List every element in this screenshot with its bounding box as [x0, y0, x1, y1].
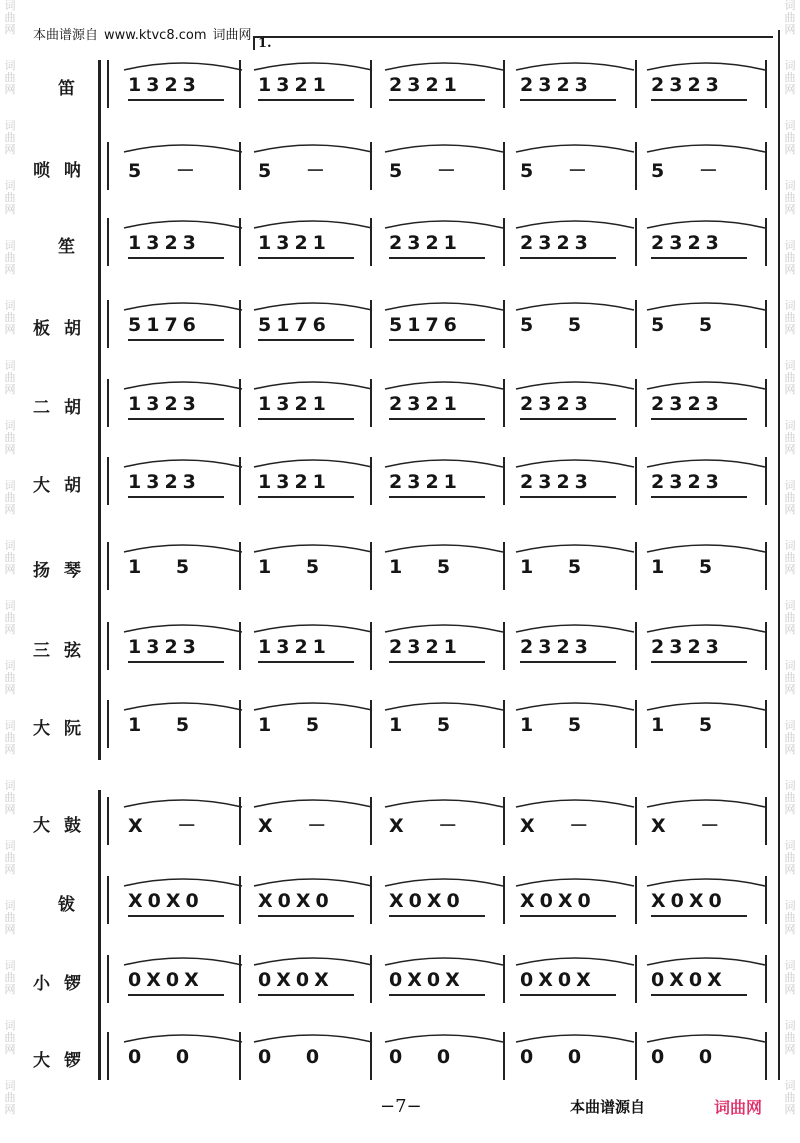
measure-notes: 2323	[520, 636, 593, 658]
watermark-char: 词	[784, 899, 796, 912]
watermark-char: 词	[784, 719, 796, 732]
slur-arc	[254, 958, 372, 965]
measure-notes: 2323	[651, 232, 724, 254]
watermark-char: 词	[784, 839, 796, 852]
slur-arc	[124, 545, 242, 552]
measure-notes: 0 0	[520, 1046, 596, 1068]
measure-notes: 5176	[128, 314, 201, 336]
slur-arc	[516, 221, 634, 228]
instrument-label: 笛	[58, 79, 75, 99]
watermark-char: 网	[4, 383, 16, 396]
slur-arc	[647, 145, 765, 152]
slur-arc	[385, 145, 503, 152]
instrument-label: 大鼓	[33, 816, 95, 836]
slur-arc	[516, 382, 634, 389]
slur-arc	[385, 545, 503, 552]
measure-notes: 1321	[258, 471, 331, 493]
slur-arc	[254, 221, 372, 228]
watermark-char: 词	[4, 359, 16, 372]
instrument-label: 大阮	[33, 719, 95, 739]
watermark-char: 曲	[784, 1091, 796, 1104]
watermark-char: 曲	[4, 791, 16, 804]
measure-notes: 1 5	[520, 714, 596, 736]
slur-arc	[385, 1035, 503, 1042]
instrument-label: 唢呐	[33, 161, 95, 181]
watermark-char: 词	[4, 239, 16, 252]
watermark-char: 词	[4, 1019, 16, 1032]
watermark-char: 词	[784, 359, 796, 372]
watermark-char: 网	[784, 803, 796, 816]
watermark-char: 词	[4, 1079, 16, 1092]
watermark-char: 曲	[784, 371, 796, 384]
measure-notes: 1323	[128, 74, 201, 96]
slur-arc	[647, 703, 765, 710]
watermark-char: 曲	[784, 191, 796, 204]
watermark-char: 词	[784, 419, 796, 432]
measure-notes: X －	[520, 815, 603, 837]
slur-arc	[254, 545, 372, 552]
slur-arc	[647, 879, 765, 886]
watermark-char: 网	[4, 1103, 16, 1116]
watermark-char: 曲	[4, 371, 16, 384]
watermark-char: 网	[784, 983, 796, 996]
watermark-char: 网	[4, 203, 16, 216]
watermark-char: 网	[784, 743, 796, 756]
measure-notes: 5 5	[520, 314, 596, 336]
slur-arc	[385, 958, 503, 965]
measure-notes: 5 5	[651, 314, 727, 336]
slur-arc	[647, 382, 765, 389]
watermark-char: 网	[4, 83, 16, 96]
watermark-char: 网	[4, 143, 16, 156]
watermark-char: 曲	[4, 311, 16, 324]
watermark-char: 网	[4, 323, 16, 336]
measure-notes: 1 5	[389, 556, 465, 578]
instrument-label: 扬琴	[33, 561, 95, 581]
watermark-char: 网	[784, 23, 796, 36]
slur-arc	[124, 800, 242, 807]
measure-notes: 2321	[389, 636, 462, 658]
watermark-char: 网	[4, 263, 16, 276]
slur-arc	[254, 382, 372, 389]
slur-arc	[647, 545, 765, 552]
slur-arc	[385, 382, 503, 389]
measure-notes: 1 5	[389, 714, 465, 736]
measure-notes: X －	[651, 815, 734, 837]
instrument-label: 二胡	[33, 398, 95, 418]
measure-notes: 2323	[520, 74, 593, 96]
measure-notes: 5 －	[128, 160, 209, 182]
slur-arc	[124, 703, 242, 710]
instrument-label: 板胡	[33, 319, 95, 339]
slur-arc	[516, 703, 634, 710]
measure-notes: 0X0X	[128, 969, 204, 991]
watermark-char: 词	[4, 0, 16, 12]
watermark-char: 曲	[4, 1091, 16, 1104]
measure-notes: 0X0X	[651, 969, 727, 991]
instrument-label: 笙	[58, 237, 75, 257]
slur-arc	[254, 703, 372, 710]
watermark-char: 网	[784, 263, 796, 276]
measure-notes: 5 －	[520, 160, 601, 182]
measure-notes: 1 5	[520, 556, 596, 578]
slur-arc	[124, 382, 242, 389]
watermark-char: 网	[784, 923, 796, 936]
watermark-char: 词	[4, 899, 16, 912]
watermark-char: 词	[4, 839, 16, 852]
slur-arc	[516, 800, 634, 807]
slur-arc	[124, 303, 242, 310]
watermark-char: 词	[784, 59, 796, 72]
volta-label: 1.	[258, 36, 272, 51]
slur-arc	[647, 303, 765, 310]
watermark-char: 词	[784, 299, 796, 312]
measure-notes: 1323	[128, 393, 201, 415]
watermark-char: 网	[784, 683, 796, 696]
watermark-char: 词	[4, 119, 16, 132]
slur-arc	[254, 800, 372, 807]
measure-notes: 2321	[389, 232, 462, 254]
watermark-char: 词	[4, 599, 16, 612]
slur-arc	[124, 145, 242, 152]
slur-arc	[516, 545, 634, 552]
slur-arc	[385, 460, 503, 467]
measure-notes: 5 －	[389, 160, 470, 182]
slur-arc	[516, 879, 634, 886]
slur-arc	[516, 145, 634, 152]
watermark-char: 网	[784, 1043, 796, 1056]
slur-arc	[516, 958, 634, 965]
watermark-char: 网	[784, 443, 796, 456]
watermark-char: 曲	[4, 131, 16, 144]
watermark-char: 曲	[4, 611, 16, 624]
slur-arc	[516, 1035, 634, 1042]
measure-notes: 1323	[128, 471, 201, 493]
measure-notes: 1323	[128, 232, 201, 254]
slur-arc	[124, 460, 242, 467]
watermark-char: 词	[784, 959, 796, 972]
watermark-char: 词	[4, 719, 16, 732]
measure-notes: 2323	[520, 232, 593, 254]
watermark-char: 网	[4, 443, 16, 456]
measure-notes: 1321	[258, 636, 331, 658]
watermark-char: 网	[784, 503, 796, 516]
slur-arc	[124, 221, 242, 228]
watermark-char: 网	[4, 743, 16, 756]
measure-notes: 5176	[389, 314, 462, 336]
slur-arc	[516, 303, 634, 310]
watermark-char: 词	[784, 599, 796, 612]
watermark-char: 曲	[784, 431, 796, 444]
measure-notes: 2323	[651, 636, 724, 658]
slur-arc	[647, 460, 765, 467]
watermark-char: 网	[784, 203, 796, 216]
watermark-char: 网	[4, 623, 16, 636]
watermark-char: 曲	[4, 11, 16, 24]
measure-notes: 2323	[651, 471, 724, 493]
measure-notes: 1 5	[258, 714, 334, 736]
watermark-char: 曲	[4, 911, 16, 924]
watermark-char: 曲	[4, 671, 16, 684]
watermark-char: 网	[4, 803, 16, 816]
watermark-char: 网	[784, 83, 796, 96]
watermark-char: 网	[784, 383, 796, 396]
watermark-char: 曲	[4, 491, 16, 504]
measure-notes: 0 0	[258, 1046, 334, 1068]
measure-notes: 1323	[128, 636, 201, 658]
header-url[interactable]: www.ktvc8.com	[104, 28, 207, 43]
watermark-char: 词	[4, 779, 16, 792]
instrument-label: 大胡	[33, 476, 95, 496]
watermark-char: 曲	[784, 491, 796, 504]
slur-arc	[647, 221, 765, 228]
watermark-char: 曲	[784, 311, 796, 324]
slur-arc	[647, 800, 765, 807]
measure-notes: 5176	[258, 314, 331, 336]
watermark-char: 曲	[4, 191, 16, 204]
watermark-char: 曲	[784, 131, 796, 144]
watermark-char: 网	[4, 23, 16, 36]
watermark-char: 曲	[784, 11, 796, 24]
measure-notes: 1321	[258, 393, 331, 415]
watermark-char: 曲	[784, 611, 796, 624]
measure-notes: 0 0	[389, 1046, 465, 1068]
watermark-char: 词	[784, 1019, 796, 1032]
watermark-char: 词	[784, 539, 796, 552]
slur-arc	[254, 460, 372, 467]
measure-notes: 0 0	[128, 1046, 204, 1068]
watermark-char: 词	[784, 239, 796, 252]
watermark-char: 曲	[4, 971, 16, 984]
watermark-char: 曲	[784, 71, 796, 84]
measure-notes: 1 5	[651, 556, 727, 578]
watermark-char: 曲	[784, 551, 796, 564]
slur-arc	[124, 958, 242, 965]
measure-notes: 5 －	[258, 160, 339, 182]
watermark-char: 网	[4, 683, 16, 696]
watermark-char: 曲	[784, 971, 796, 984]
measure-notes: X0X0	[651, 890, 727, 912]
measure-notes: 5 －	[651, 160, 732, 182]
watermark-char: 曲	[4, 731, 16, 744]
slur-arc	[124, 879, 242, 886]
watermark-char: 曲	[4, 71, 16, 84]
measure-notes: 1 5	[128, 714, 204, 736]
watermark-char: 曲	[784, 911, 796, 924]
slur-arc	[647, 958, 765, 965]
slur-arc	[385, 879, 503, 886]
measure-notes: 0 0	[651, 1046, 727, 1068]
measure-notes: 1321	[258, 232, 331, 254]
measure-notes: 0X0X	[389, 969, 465, 991]
watermark-char: 词	[784, 179, 796, 192]
watermark-char: 曲	[784, 671, 796, 684]
measure-notes: 0X0X	[520, 969, 596, 991]
slur-arc	[647, 625, 765, 632]
watermark-char: 曲	[4, 851, 16, 864]
measure-notes: 1 5	[128, 556, 204, 578]
slur-arc	[385, 800, 503, 807]
measure-notes: X0X0	[258, 890, 334, 912]
measure-notes: X －	[389, 815, 472, 837]
slur-arc	[254, 303, 372, 310]
slur-arc	[516, 460, 634, 467]
measure-notes: 2321	[389, 74, 462, 96]
watermark-char: 词	[4, 659, 16, 672]
watermark-char: 曲	[784, 251, 796, 264]
slur-arc	[385, 221, 503, 228]
watermark-char: 网	[4, 563, 16, 576]
watermark-char: 词	[4, 59, 16, 72]
watermark-char: 网	[4, 1043, 16, 1056]
watermark-char: 曲	[784, 1031, 796, 1044]
watermark-char: 网	[4, 923, 16, 936]
watermark-char: 网	[784, 143, 796, 156]
watermark-char: 词	[4, 479, 16, 492]
measure-notes: X0X0	[128, 890, 204, 912]
slur-arc	[124, 63, 242, 70]
slur-arc	[516, 63, 634, 70]
watermark-char: 网	[4, 863, 16, 876]
footer-source: 本曲谱源自	[570, 1098, 646, 1116]
slur-arc	[254, 625, 372, 632]
slur-arc	[124, 1035, 242, 1042]
measure-notes: 1 5	[258, 556, 334, 578]
measure-notes: 2323	[520, 393, 593, 415]
slur-arc	[647, 63, 765, 70]
watermark-char: 曲	[784, 731, 796, 744]
measure-notes: 2323	[651, 393, 724, 415]
instrument-label: 钹	[58, 895, 75, 915]
slur-arc	[385, 63, 503, 70]
watermark-char: 曲	[4, 431, 16, 444]
instrument-label: 三弦	[33, 641, 95, 661]
watermark-char: 曲	[784, 851, 796, 864]
measure-notes: X －	[128, 815, 211, 837]
watermark-char: 曲	[4, 251, 16, 264]
watermark-char: 词	[4, 179, 16, 192]
watermark-char: 词	[784, 779, 796, 792]
measure-notes: X0X0	[520, 890, 596, 912]
watermark-char: 词	[784, 479, 796, 492]
watermark-char: 网	[784, 323, 796, 336]
slur-arc	[254, 879, 372, 886]
slur-arc	[254, 145, 372, 152]
measure-notes: 2323	[651, 74, 724, 96]
watermark-char: 网	[4, 983, 16, 996]
slur-arc	[385, 625, 503, 632]
watermark-char: 网	[784, 863, 796, 876]
watermark-char: 曲	[784, 791, 796, 804]
measure-notes: 2321	[389, 393, 462, 415]
watermark-char: 词	[4, 419, 16, 432]
watermark-char: 词	[4, 959, 16, 972]
watermark-char: 词	[784, 1079, 796, 1092]
watermark-char: 曲	[4, 1031, 16, 1044]
watermark-char: 曲	[4, 551, 16, 564]
page-number: −7−	[380, 1096, 422, 1117]
slur-arc	[385, 703, 503, 710]
measure-notes: 0X0X	[258, 969, 334, 991]
watermark-char: 网	[784, 563, 796, 576]
instrument-label: 大锣	[33, 1051, 95, 1071]
footer-logo: 词曲网	[714, 1098, 763, 1117]
measure-notes: 2321	[389, 471, 462, 493]
watermark-char: 词	[784, 659, 796, 672]
slur-arc	[124, 625, 242, 632]
measure-notes: X －	[258, 815, 341, 837]
header-site: 词曲网	[212, 28, 252, 43]
watermark-char: 词	[4, 539, 16, 552]
slur-arc	[516, 625, 634, 632]
measure-notes: 2323	[520, 471, 593, 493]
measure-notes: 1 5	[651, 714, 727, 736]
measure-notes: X0X0	[389, 890, 465, 912]
slur-arc	[254, 1035, 372, 1042]
watermark-char: 词	[784, 0, 796, 12]
watermark-char: 网	[4, 503, 16, 516]
instrument-label: 小锣	[33, 974, 95, 994]
watermark-char: 网	[784, 1103, 796, 1116]
measure-notes: 1321	[258, 74, 331, 96]
slur-arc	[385, 303, 503, 310]
watermark-char: 词	[4, 299, 16, 312]
header-source: 本曲谱源自	[33, 28, 99, 43]
slur-arc	[647, 1035, 765, 1042]
slur-arc	[254, 63, 372, 70]
watermark-char: 网	[784, 623, 796, 636]
watermark-char: 词	[784, 119, 796, 132]
